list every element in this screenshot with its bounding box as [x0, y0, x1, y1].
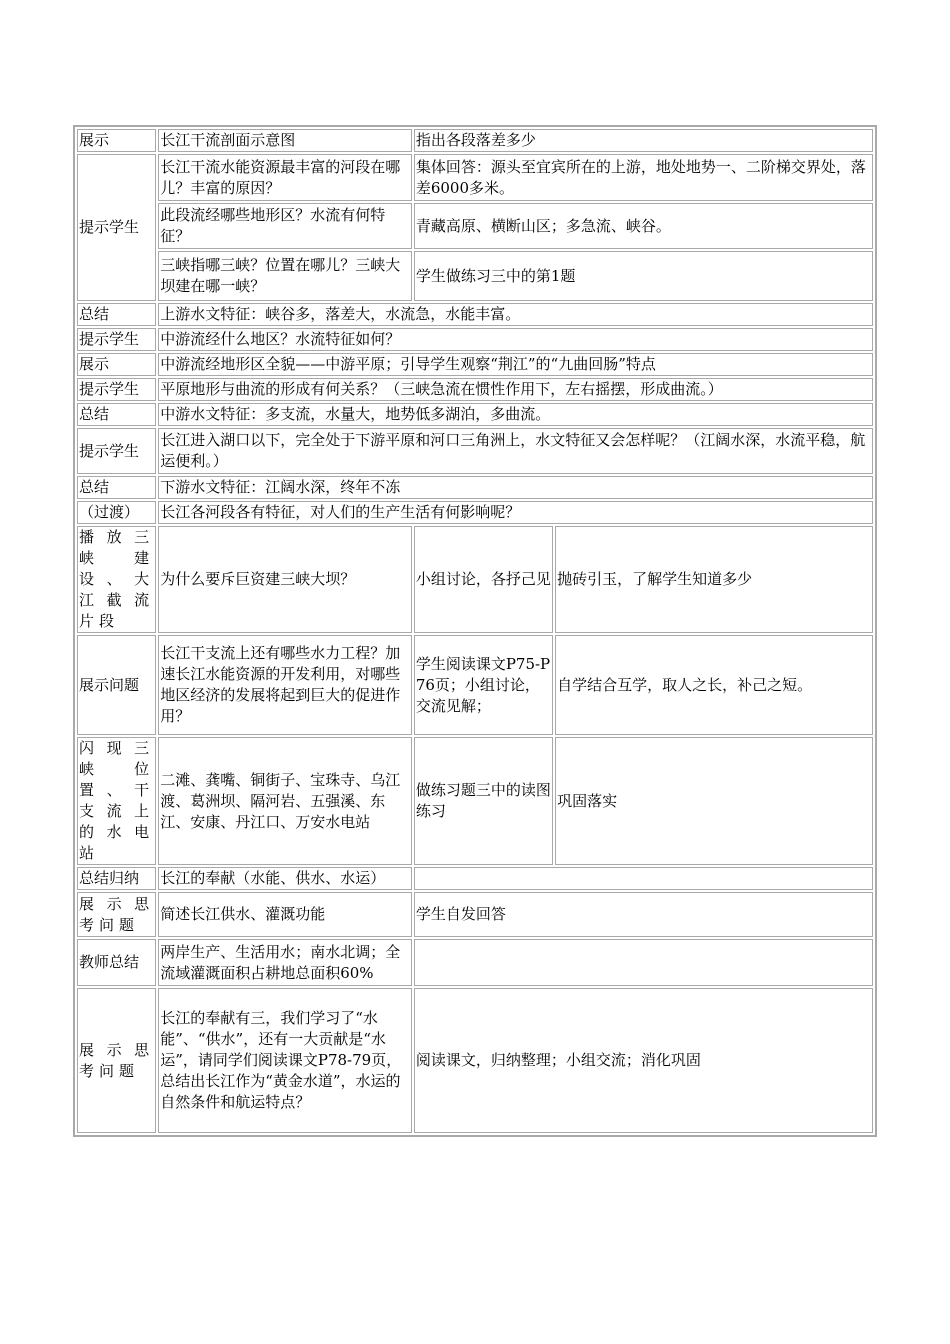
table-cell: 做练习题三中的读图练习: [414, 737, 553, 865]
table-row: [77, 939, 873, 986]
row-label: 提示学生: [77, 378, 156, 401]
table-row: [77, 428, 873, 474]
table-row: [77, 303, 873, 326]
table-row: [77, 737, 873, 865]
table-cell: [414, 939, 873, 986]
table-row: [77, 526, 873, 633]
table-row: [77, 378, 873, 401]
table-cell: 下游水文特征：江阔水深，终年不冻: [158, 476, 873, 499]
table-cell: 学生做练习三中的第1题: [414, 251, 873, 301]
table-cell: 二滩、龚嘴、铜街子、宝珠寺、乌江渡、葛洲坝、隔河岩、五强溪、东江、安康、丹江口、万安水电站: [158, 737, 412, 865]
table-cell: 青藏高原、横断山区；多急流、峡谷。: [414, 203, 873, 249]
table-row: [77, 328, 873, 351]
table-cell: 集体回答：源头至宜宾所在的上游，地处地势一、二阶梯交界处，落差6000多米。: [414, 154, 873, 201]
table-row: [77, 154, 873, 201]
row-label: 提示学生: [77, 154, 156, 301]
row-label: （过渡）: [77, 501, 156, 524]
table-cell: 长江干流剖面示意图: [158, 129, 412, 152]
row-label: 播放三峡建设、大江截流片段: [77, 526, 156, 633]
row-label: 展示思考问题: [77, 892, 156, 937]
table-cell: 长江干支流上还有哪些水力工程？加速长江水能资源的开发利用，对哪些地区经济的发展将起到巨大的促进作用？: [158, 635, 412, 735]
row-label: 教师总结: [77, 939, 156, 986]
table-cell: 长江干流水能资源最丰富的河段在哪儿？丰富的原因？: [158, 154, 412, 201]
row-label: 闪现三峡位置、干支流上的水电站: [77, 737, 156, 865]
table-row: [77, 501, 873, 524]
table-cell: 三峡指哪三峡？位置在哪儿？三峡大坝建在哪一峡？: [158, 251, 412, 301]
table-cell: 平原地形与曲流的形成有何关系？（三峡急流在惯性作用下，左右摇摆，形成曲流。）: [158, 378, 873, 401]
table-row: [77, 129, 873, 152]
table-row: [77, 403, 873, 426]
row-label: 总结: [77, 403, 156, 426]
table-row: [77, 353, 873, 376]
row-label: 提示学生: [77, 328, 156, 351]
table-cell: 两岸生产、生活用水；南水北调；全流域灌溉面积占耕地总面积60%: [158, 939, 412, 986]
table-row: [77, 251, 873, 301]
row-label: 总结归纳: [77, 867, 156, 890]
table-cell: 长江进入湖口以下，完全处于下游平原和河口三角洲上，水文特征又会怎样呢？（江阔水深，水流平稳，航运便利。）: [158, 428, 873, 474]
table-cell: 长江各河段各有特征，对人们的生产生活有何影响呢？: [158, 501, 873, 524]
row-label: 展示: [77, 129, 156, 152]
table-cell: 此段流经哪些地形区？水流有何特征？: [158, 203, 412, 249]
row-label: 展示: [77, 353, 156, 376]
table-cell: 巩固落实: [555, 737, 873, 865]
table-cell: 抛砖引玉，了解学生知道多少: [555, 526, 873, 633]
table-cell: 自学结合互学，取人之长，补己之短。: [555, 635, 873, 735]
row-label: 总结: [77, 476, 156, 499]
table-cell: 中游流经什么地区？水流特征如何？: [158, 328, 873, 351]
table-row: [77, 635, 873, 735]
table-row: [77, 203, 873, 249]
row-label: 总结: [77, 303, 156, 326]
table-cell: 小组讨论，各抒己见: [414, 526, 553, 633]
table-cell: 长江的奉献（水能、供水、水运）: [158, 867, 412, 890]
lesson-plan-table: [73, 125, 877, 1137]
table-cell: 阅读课文，归纳整理；小组交流；消化巩固: [414, 988, 873, 1133]
table-cell: 上游水文特征：峡谷多，落差大，水流急，水能丰富。: [158, 303, 873, 326]
row-label: 提示学生: [77, 428, 156, 474]
table-cell: [414, 867, 873, 890]
table-cell: 学生阅读课文P75-P76页；小组讨论，交流见解；: [414, 635, 553, 735]
row-label: 展示思考问题: [77, 988, 156, 1133]
table-cell: 中游流经地形区全貌——中游平原；引导学生观察“荆江”的“九曲回肠”特点: [158, 353, 873, 376]
table-row: [77, 892, 873, 937]
table-row: [77, 867, 873, 890]
table-cell: 为什么要斥巨资建三峡大坝？: [158, 526, 412, 633]
table-cell: 指出各段落差多少: [414, 129, 873, 152]
table-row: [77, 476, 873, 499]
table-cell: 长江的奉献有三，我们学习了“水能”、“供水”，还有一大贡献是“水运”，请同学们阅读课文P78-79页，总结出长江作为“黄金水道”，水运的自然条件和航运特点？: [158, 988, 412, 1133]
table-row: [77, 988, 873, 1133]
table-cell: 中游水文特征：多支流，水量大，地势低多湖泊，多曲流。: [158, 403, 873, 426]
table-cell: 学生自发回答: [414, 892, 873, 937]
row-label: 展示问题: [77, 635, 156, 735]
table-cell: 简述长江供水、灌溉功能: [158, 892, 412, 937]
